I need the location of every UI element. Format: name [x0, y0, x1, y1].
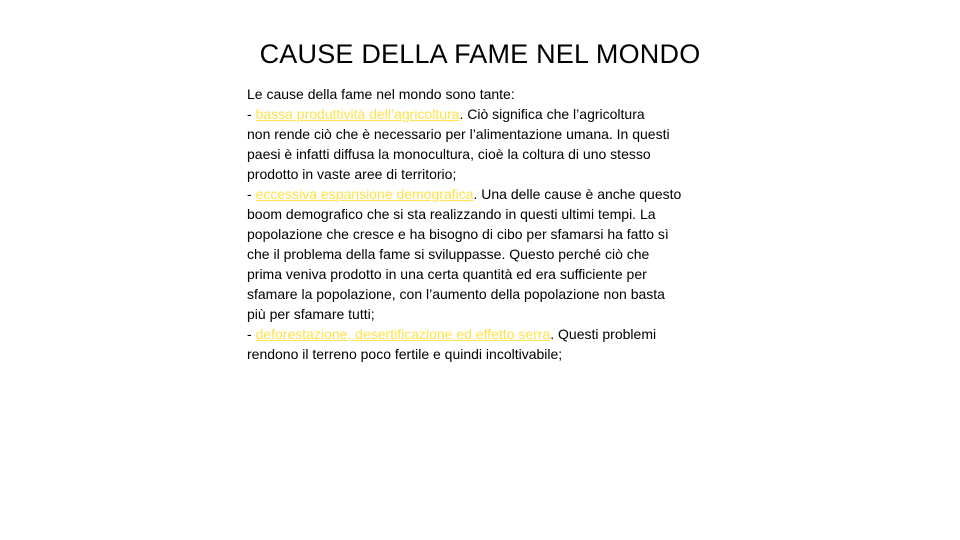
cause-2-line-4: che il problema della fame si sviluppasse. Questo perché ciò che — [247, 246, 650, 262]
cause-1-line-3: paesi è infatti diffusa la monocultura, cioè la coltura di uno stesso — [247, 146, 651, 162]
cause-2-line-2: boom demografico che si sta realizzando in questi ultimi tempi. La — [247, 206, 656, 222]
cause-2-link[interactable]: eccessiva espansione demografica — [255, 186, 474, 202]
cause-3-dash: - — [247, 326, 256, 342]
cause-3-text: . Questi problemi — [550, 326, 657, 342]
cause-2-text: . Una delle cause è anche questo — [473, 186, 682, 202]
cause-2-line-5: prima veniva prodotto in una certa quantità ed era sufficiente per — [247, 266, 647, 282]
slide-body — [247, 84, 722, 364]
cause-2-line-6: sfamare la popolazione, con l’aumento della popolazione non basta — [247, 286, 665, 302]
cause-2-line-3: popolazione che cresce e ha bisogno di cibo per sfamarsi ha fatto sì — [247, 226, 669, 242]
cause-1-link[interactable]: bassa produttività dell’agricoltura — [255, 106, 460, 122]
slide-title: CAUSE DELLA FAME NEL MONDO — [259, 39, 701, 69]
cause-2-dash: - — [247, 186, 256, 202]
cause-3-line-2: rendono il terreno poco fertile e quindi incoltivabile; — [247, 346, 563, 362]
cause-3-line-1 — [247, 324, 722, 344]
cause-2-line-1 — [247, 184, 722, 204]
cause-1-line-4: prodotto in vaste aree di territorio; — [247, 166, 457, 182]
cause-2-line-7: più per sfamare tutti; — [247, 306, 375, 322]
intro-line: Le cause della fame nel mondo sono tante: — [247, 86, 515, 102]
cause-1-dash: - — [247, 106, 256, 122]
cause-1-line-2: non rende ciò che è necessario per l’alimentazione umana. In questi — [247, 126, 670, 142]
cause-1-text: . Ciò significa che l’agricoltura — [459, 106, 645, 122]
cause-3-link[interactable]: deforestazione, desertificazione ed effetto serra — [255, 326, 551, 342]
cause-1-line-1 — [247, 104, 722, 124]
